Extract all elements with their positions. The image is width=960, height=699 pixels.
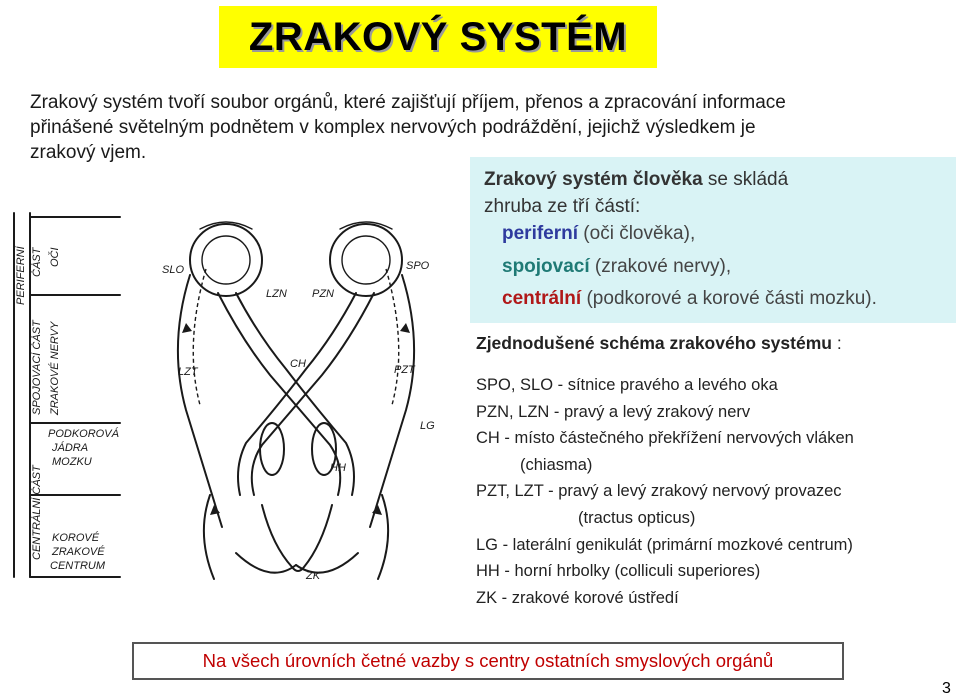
label-centrum: CENTRUM xyxy=(50,560,105,572)
arrow-marks xyxy=(182,323,410,515)
intro-paragraph xyxy=(30,90,930,165)
part-desc: (podkorové a korové části mozku). xyxy=(581,288,877,309)
label-pzt: PZT xyxy=(394,364,415,376)
label-zk: ZK xyxy=(306,570,321,582)
left-eye xyxy=(190,222,262,296)
schema-item: SPO, SLO - sítnice pravého a levého oka xyxy=(476,376,778,394)
parts-heading-rest: se skládá xyxy=(702,169,789,190)
parts-heading xyxy=(484,166,788,220)
label-periferni: PERIFERNÍ xyxy=(15,246,27,305)
intro-line: zrakový vjem. xyxy=(30,142,147,163)
label-jadra: JÁDRA xyxy=(52,442,89,454)
part-periferni xyxy=(502,223,695,245)
label-lg: LG xyxy=(420,420,435,432)
label-ch: CH xyxy=(290,358,306,370)
right-eye xyxy=(330,222,402,296)
label-lzn: LZN xyxy=(266,288,287,300)
part-term: centrální xyxy=(502,288,582,309)
label-hh: HH xyxy=(330,462,346,474)
schema-item: PZN, LZN - pravý a levý zrakový nerv xyxy=(476,402,751,421)
part-spojovaci xyxy=(502,256,731,278)
page-number: 3 xyxy=(942,680,951,697)
schema-item: LG - laterální genikulát (primární mozkové centrum) xyxy=(476,535,853,554)
title-banner xyxy=(219,6,657,68)
label-mozku: MOZKU xyxy=(52,456,92,468)
parts-heading-line2: zhruba ze tří částí: xyxy=(484,196,641,217)
parts-box xyxy=(470,157,956,323)
schema-item: HH - horní hrbolky (colliculi superiores) xyxy=(476,562,761,581)
part-term: periferní xyxy=(502,223,579,244)
lateral-geniculate-left xyxy=(260,423,284,475)
part-centralni xyxy=(502,288,877,310)
schema-item: PZT, LZT - pravý a levý zrakový nervový provazec xyxy=(476,482,842,501)
label-podkorova: PODKOROVÁ xyxy=(48,428,119,440)
schema-item: CH - místo částečného překřížení nervových vláken xyxy=(476,429,854,448)
label-spo: SPO xyxy=(406,260,430,272)
visual-system-diagram xyxy=(0,205,470,595)
footer-note-box xyxy=(132,642,844,680)
label-slo: SLO xyxy=(162,264,185,276)
label-pzn: PZN xyxy=(312,288,334,300)
label-korove: KOROVÉ xyxy=(52,532,100,544)
part-desc: (oči člověka), xyxy=(578,223,696,244)
label-periferni-cast: ČÁST xyxy=(31,247,43,277)
schema-title xyxy=(476,333,956,354)
part-term: spojovací xyxy=(502,256,590,277)
label-centralni: CENTRÁLNÍ ČÁST xyxy=(31,465,43,560)
schema-title-text: Zjednodušené schéma zrakového systému xyxy=(476,333,832,353)
brain-outline xyxy=(204,495,388,579)
schema-legend xyxy=(476,333,956,611)
intro-line: přinášené světelným podnětem v komplex nervových podráždění, jejichž výsledkem je xyxy=(30,117,756,138)
optic-tracts-outer xyxy=(178,275,414,527)
label-zrakove-nervy: ZRAKOVÉ NERVY xyxy=(49,321,61,415)
optic-nerves xyxy=(218,293,374,495)
part-desc: (zrakové nervy), xyxy=(589,256,732,277)
label-lzt: LZT xyxy=(178,366,198,378)
label-zrakove: ZRAKOVÉ xyxy=(52,546,105,558)
intro-line: Zrakový systém tvoří soubor orgánů, které zajišťují příjem, přenos a zpracování informace xyxy=(30,92,786,113)
footer-note: Na všech úrovních četné vazby s centry ostatních smyslových orgánů xyxy=(202,650,774,671)
schema-title-colon: : xyxy=(831,333,842,353)
parts-heading-bold: Zrakový systém člověka xyxy=(484,169,703,190)
schema-item: (chiasma) xyxy=(520,455,593,474)
label-spojovaci: SPOJOVACÍ ČÁST xyxy=(31,320,43,415)
schema-item: (tractus opticus) xyxy=(578,508,696,527)
schema-item: ZK - zrakové korové ústředí xyxy=(476,588,679,607)
page-title: ZRAKOVÝ SYSTÉM xyxy=(248,14,628,59)
label-oci: OČI xyxy=(49,247,61,267)
